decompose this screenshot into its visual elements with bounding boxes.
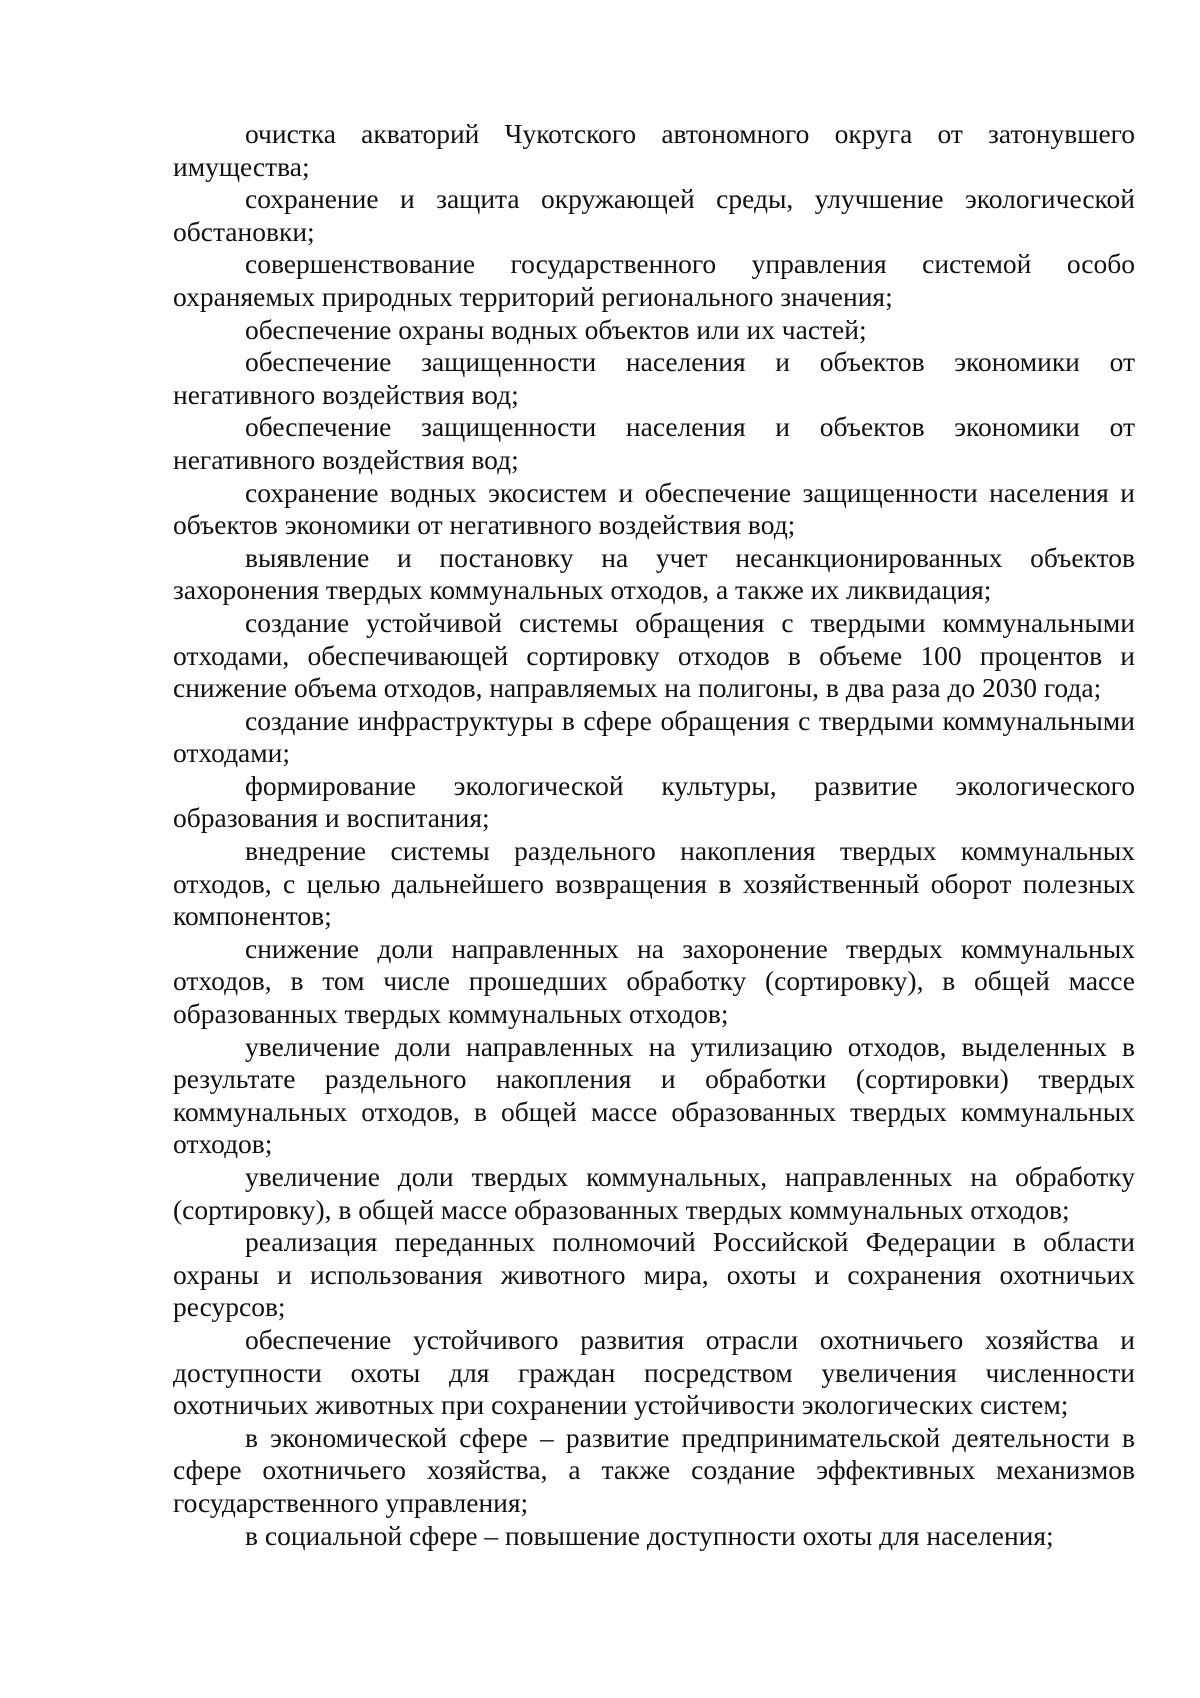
paragraph: реализация переданных полномочий Российской Федерации в области охраны и использования животного мира, охоты и сохранения охотничьих ресурсов; xyxy=(173,1226,1135,1323)
paragraph: в социальной сфере – повышение доступности охоты для населения; xyxy=(245,1519,1054,1551)
paragraph: увеличение доли твердых коммунальных, направленных на обработку (сортировку), в общей массе образованных твердых коммунальных отходов; xyxy=(173,1161,1135,1225)
paragraph: сохранение и защита окружающей среды, улучшение экологической обстановки; xyxy=(173,183,1135,247)
paragraph: обеспечение охраны водных объектов или их частей; xyxy=(245,313,867,345)
paragraph: формирование экологической культуры, развитие экологического образования и воспитания; xyxy=(173,769,1135,834)
paragraph: обеспечение устойчивого развития отрасли охотничьего хозяйства и доступности охоты для граждан посредством увеличения численности охотничьих животных при сохранении устойчивости экологических систем; xyxy=(173,1323,1135,1421)
paragraph: обеспечение защищенности населения и объектов экономики от негативного воздействия вод; xyxy=(173,346,1135,410)
paragraph: очистка акваторий Чукотского автономного округа от затонувшего имущества; xyxy=(173,118,1135,182)
paragraph: снижение доли направленных на захоронение твердых коммунальных отходов, в том числе прошедших обработку (сортировку), в общей массе образованных твердых коммунальных отходов; xyxy=(173,932,1135,1030)
paragraph: создание инфраструктуры в сфере обращения с твердыми коммунальными отходами; xyxy=(173,704,1135,769)
paragraph: выявление и постановку на учет несанкционированных объектов захоронения твердых коммунальных отходов, а также их ликвидация; xyxy=(173,541,1135,606)
paragraph: создание устойчивой системы обращения с твердыми коммунальными отходами, обеспечивающей сортировку отходов в объеме 100 процентов и снижение объема отходов, направляемых на полигоны, в два раза до 2030 года; xyxy=(173,606,1135,704)
paragraph: сохранение водных экосистем и обеспечение защищенности населения и объектов экономики от негативного воздействия вод; xyxy=(173,476,1135,541)
paragraph: увеличение доли направленных на утилизацию отходов, выделенных в результате раздельного накопления и обработки (сортировки) твердых коммунальных отходов, в общей массе образованных твердых коммунальных отходов; xyxy=(173,1030,1135,1160)
paragraph: внедрение системы раздельного накопления твердых коммунальных отходов, с целью дальнейшего возвращения в хозяйственный оборот полезных компонентов; xyxy=(173,835,1135,932)
paragraph: обеспечение защищенности населения и объектов экономики от негативного воздействия вод; xyxy=(173,411,1135,475)
paragraph: в экономической сфере – развитие предпринимательской деятельности в сфере охотничьего хозяйства, а также создание эффективных механизмов государственного управления; xyxy=(173,1421,1135,1518)
document-page xyxy=(173,118,1135,1552)
paragraph: совершенствование государственного управления системой особо охраняемых природных территорий регионального значения; xyxy=(173,248,1135,312)
